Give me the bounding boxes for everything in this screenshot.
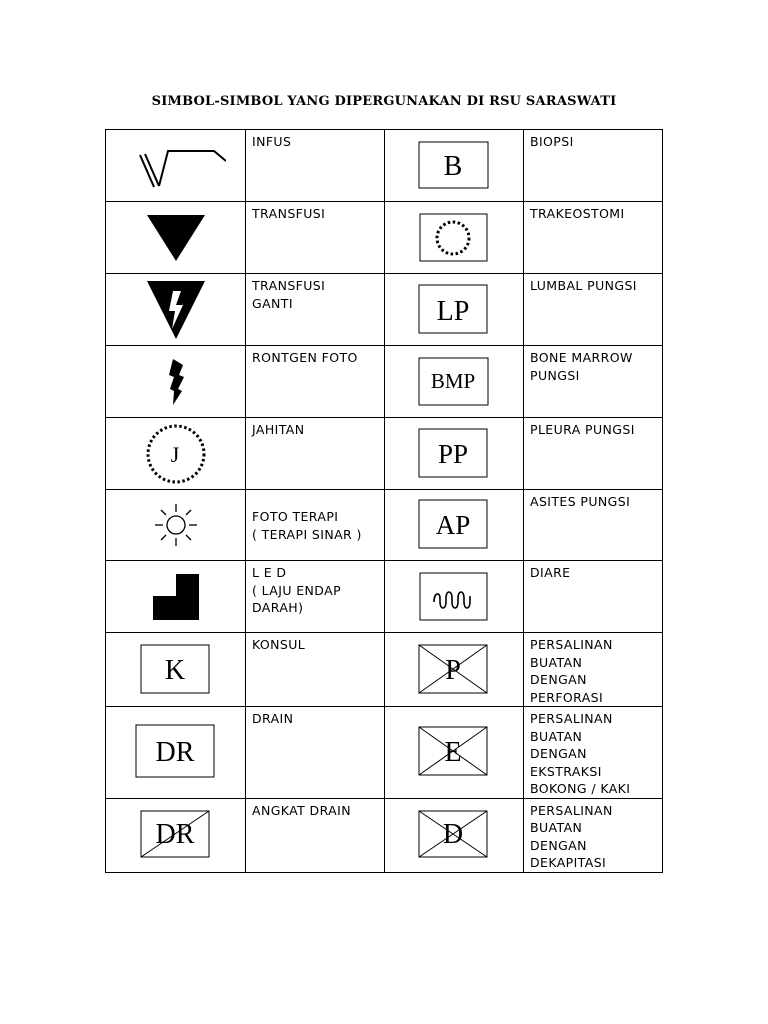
- symbol-label: KONSUL: [246, 633, 385, 707]
- symbol-letters: D: [442, 819, 464, 850]
- symbol-letters: AP: [435, 510, 471, 540]
- symbol-label: TRANSFUSI GANTI: [246, 274, 385, 346]
- table-row: [106, 130, 663, 202]
- letter-box-symbol: [140, 644, 212, 696]
- symbol-label: LUMBAL PUNGSI: [524, 274, 663, 346]
- sun-icon: [151, 500, 201, 550]
- symbol-cell: [385, 798, 524, 872]
- table-row: [106, 798, 663, 872]
- symbol-label: PERSALINAN BUATAN DENGAN DEKAPITASI: [524, 798, 663, 872]
- triangle-down-icon: [145, 213, 207, 263]
- symbol-cell: [106, 798, 246, 872]
- symbol-cell: [106, 202, 246, 274]
- crossed-letter-box-symbol: [418, 810, 490, 860]
- symbol-label: RONTGEN FOTO: [246, 346, 385, 418]
- symbol-cell: [106, 707, 246, 799]
- symbol-cell: [106, 418, 246, 490]
- symbol-cell: [385, 633, 524, 707]
- infus-icon: [126, 141, 226, 191]
- crossed-letter-box-symbol: [418, 726, 490, 778]
- letter-box-symbol: [418, 141, 490, 191]
- symbol-letters: PP: [437, 438, 469, 469]
- symbol-label: [246, 490, 385, 561]
- symbol-label: DRAIN: [246, 707, 385, 799]
- table-row: [106, 490, 663, 561]
- symbol-cell: [385, 274, 524, 346]
- triangle-lightning-icon: [145, 279, 207, 341]
- crossed-letter-box-symbol: [418, 644, 490, 696]
- symbol-cell: [385, 130, 524, 202]
- symbol-cell: [106, 561, 246, 633]
- symbol-label: BIOPSI: [524, 130, 663, 202]
- table-row: [106, 346, 663, 418]
- letter-box-symbol: [418, 357, 490, 407]
- symbol-label: ANGKAT DRAIN: [246, 798, 385, 872]
- table-row: [106, 202, 663, 274]
- symbol-label: DIARE: [524, 561, 663, 633]
- symbol-label: JAHITAN: [246, 418, 385, 490]
- symbol-letters: J: [170, 441, 179, 467]
- struck-letter-box-symbol: [140, 810, 212, 860]
- letter-box-symbol: [418, 284, 490, 336]
- symbol-cell: [385, 202, 524, 274]
- symbol-cell: [106, 633, 246, 707]
- page-title: SIMBOL-SIMBOL YANG DIPERGUNAKAN DI RSU SARASWATI: [151, 94, 617, 109]
- symbol-label-text: FOTO TERAPI ( TERAPI SINAR ): [252, 509, 362, 542]
- symbol-cell: [385, 707, 524, 799]
- symbol-label: TRAKEOSTOMI: [524, 202, 663, 274]
- table-row: [106, 418, 663, 490]
- symbol-cell: [106, 346, 246, 418]
- symbol-label: INFUS: [246, 130, 385, 202]
- table-row: [106, 707, 663, 799]
- table-row: [106, 633, 663, 707]
- symbol-letters: P: [445, 654, 461, 686]
- dotted-circle-icon: [144, 422, 208, 486]
- symbol-letters: DR: [155, 819, 194, 850]
- symbol-label: PERSALINAN BUATAN DENGAN PERFORASI: [524, 633, 663, 707]
- symbol-cell: [106, 490, 246, 561]
- symbol-label: PERSALINAN BUATAN DENGAN EKSTRAKSI BOKONG / KAKI: [524, 707, 663, 799]
- symbol-cell: [385, 490, 524, 561]
- symbol-label: TRANSFUSI: [246, 202, 385, 274]
- symbol-cell: [385, 418, 524, 490]
- symbol-cell: [385, 561, 524, 633]
- letter-box-symbol: [418, 428, 490, 480]
- symbol-label: PLEURA PUNGSI: [524, 418, 663, 490]
- symbol-letters: B: [443, 150, 463, 182]
- symbol-label: ASITES PUNGSI: [524, 490, 663, 561]
- symbol-letters: BMP: [430, 368, 476, 393]
- letter-box-symbol: [135, 724, 217, 780]
- letter-box-symbol: [418, 499, 490, 551]
- wave-box-icon: [419, 572, 489, 622]
- symbol-letters: K: [164, 654, 185, 686]
- symbol-letters: LP: [436, 295, 470, 327]
- symbol-cell: [106, 274, 246, 346]
- symbol-cell: [385, 346, 524, 418]
- dotted-circle-box-icon: [419, 213, 489, 263]
- symbol-letters: DR: [155, 737, 194, 769]
- symbol-cell: [106, 130, 246, 202]
- symbol-letters: E: [444, 737, 462, 769]
- lightning-icon: [161, 357, 191, 407]
- table-row: [106, 561, 663, 633]
- step-block-icon: [151, 572, 201, 622]
- symbol-label: BONE MARROW PUNGSI: [524, 346, 663, 418]
- symbol-label: L E D ( LAJU ENDAP DARAH): [246, 561, 385, 633]
- symbol-table: [105, 129, 663, 873]
- table-row: [106, 274, 663, 346]
